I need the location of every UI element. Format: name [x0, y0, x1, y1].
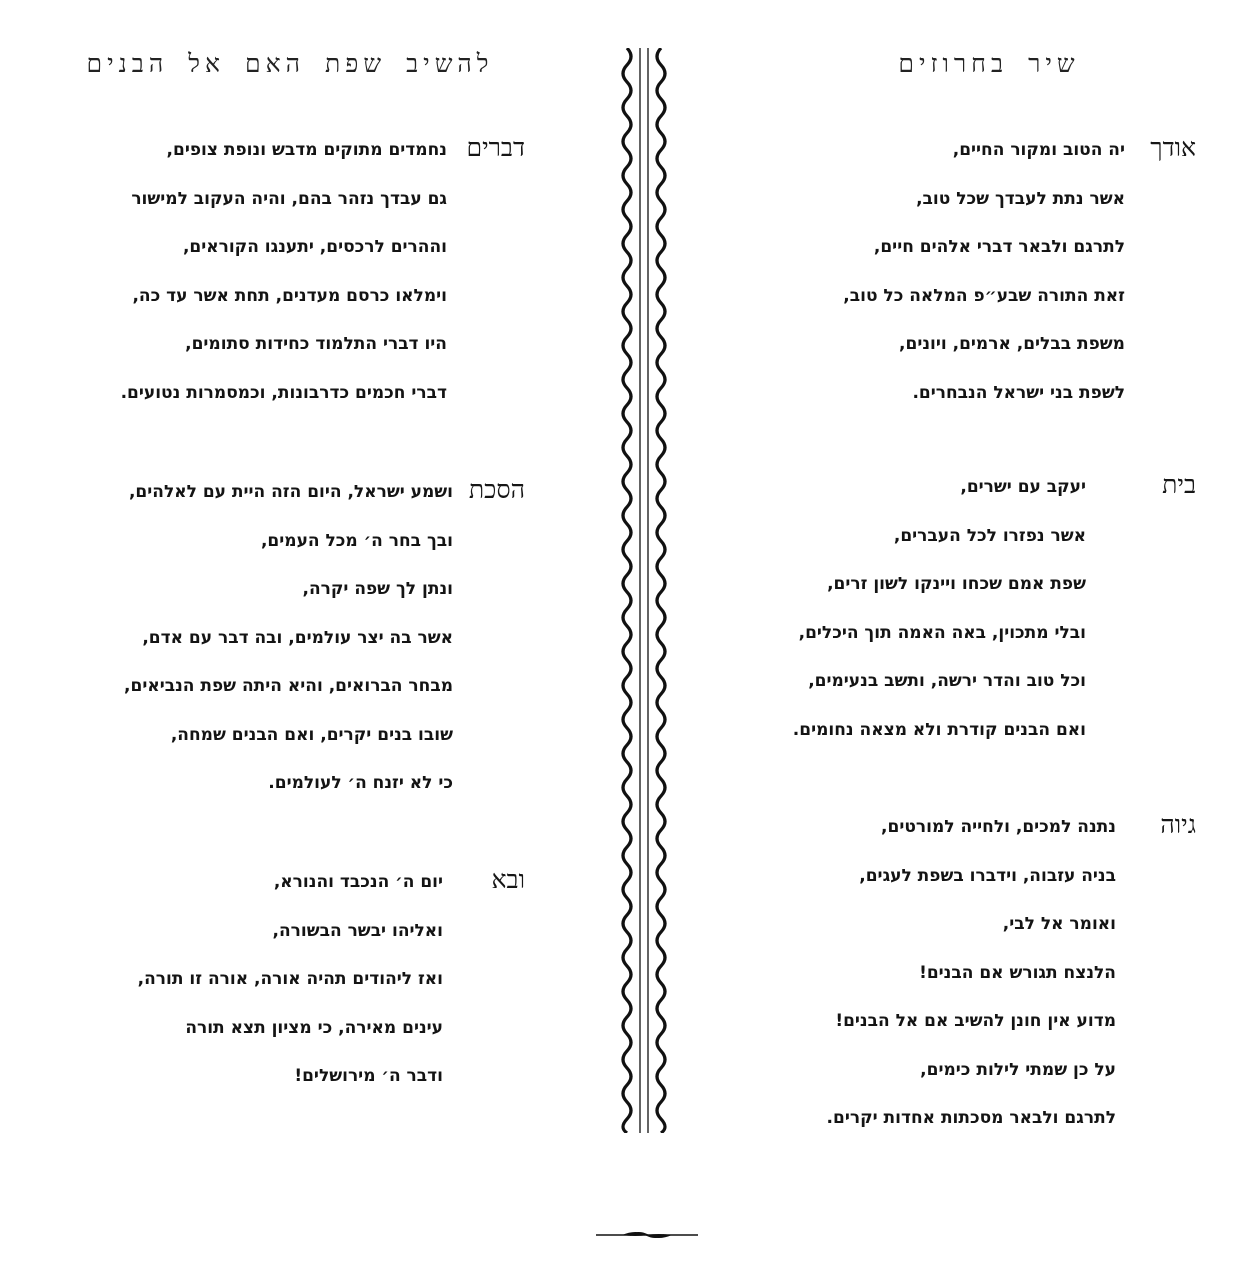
verse-line: דברי חכמים כדרבונות, וכמסמרות נטועים.	[120, 382, 447, 403]
wave-line-right	[657, 48, 665, 1133]
verse-line: נתנה למכים, ולחייה למורטים,	[881, 817, 1116, 837]
verse-line: ובלי מתכוין, באה האמה תוך היכלים,	[798, 622, 1086, 643]
verse-line: אשר נפזרו לכל העברים,	[893, 525, 1086, 546]
verse-line: מדוע אין חונן להשיב אם אל הבנים!	[835, 1011, 1116, 1031]
stanza-lines	[843, 135, 1125, 426]
stanza-initial-word: אודך	[1150, 133, 1196, 162]
stanza-initial-word: דברים	[466, 133, 525, 162]
stanza-lines	[121, 135, 447, 426]
verse-line: עינים מאירה, כי מציון תצא תורה	[185, 1017, 443, 1038]
verse-line: ואם הבנים קודרת ולא מצאה נחומים.	[792, 719, 1086, 740]
verse-line: לתרגם ולבאר מסכתות אחדות יקרים.	[826, 1108, 1116, 1128]
verse-line: וההרים לרכסים, יתענגו הקוראים,	[182, 237, 447, 257]
verse-line: ואז ליהודים תהיה אורה, אורה זו תורה,	[137, 969, 443, 989]
wave-line-left	[623, 48, 631, 1133]
verse-line: ובך בחר ה׳ מכל העמים,	[260, 530, 453, 551]
verse-line: מבחר הברואים, והיא היתה שפת הנביאים,	[124, 676, 453, 696]
verse-line: אשר בה יצר עולמים, ובה דבר עם אדם,	[142, 627, 453, 648]
verse-line: ואליהו יבשר הבשורה,	[272, 920, 443, 941]
verse-line: נחמדים מתוקים מדבש ונופת צופים,	[166, 140, 447, 160]
verse-line: אשר נתת לעבדך שכל טוב,	[916, 188, 1125, 209]
verse-line: היו דברי התלמוד כחידות סתומים,	[185, 334, 447, 354]
tailpiece-ornament-icon	[594, 1226, 700, 1244]
stanza-lines	[827, 812, 1116, 1152]
verse-line: הלנצח תגורש אם הבנים!	[919, 962, 1116, 983]
stanza-initial-word: בית	[1162, 470, 1196, 499]
stanza-lines	[138, 867, 443, 1110]
verse-line: גם עבדך נזהר בהם, והיה העקוב למישור	[131, 188, 447, 209]
verse-line: בניה עזבוה, וידברו בשפת לעגים,	[859, 865, 1116, 886]
verse-line: ודבר ה׳ מירושלים!	[294, 1066, 443, 1086]
verse-line: וימלאו כרסם מעדנים, תחת אשר עד כה,	[132, 285, 447, 306]
verse-line: לשפת בני ישראל הנבחרים.	[912, 382, 1125, 403]
left-column-title: להשיב שפת האם אל הבנים	[86, 49, 494, 78]
stanza-lines	[793, 472, 1086, 763]
stanza-initial-word: ובא	[491, 865, 525, 894]
right-column-title: שיר בחרוזים	[898, 49, 1080, 78]
verse-line: ושמע ישראל, היום הזה היית עם לאלהים,	[128, 482, 453, 502]
verse-line: ונתן לך שפה יקרה,	[302, 579, 453, 599]
verse-line: שובו בנים יקרים, ואם הבנים שמחה,	[170, 724, 453, 745]
verse-line: ואומר אל לבי,	[1002, 914, 1116, 934]
stanza-lines	[124, 477, 453, 817]
verse-line: יה הטוב ומקור החיים,	[952, 140, 1125, 160]
stanza-initial-word: הסכת	[468, 475, 525, 504]
wavy-column-rule-icon	[618, 48, 670, 1133]
verse-line: זאת התורה שבע״פ המלאה כל טוב,	[843, 285, 1125, 306]
verse-line: לתרגם ולבאר דברי אלהים חיים,	[873, 237, 1125, 257]
verse-line: וכל טוב והדר ירשה, ותשב בנעימים,	[808, 671, 1086, 691]
verse-line: משפת בבלים, ארמים, ויונים,	[899, 334, 1125, 354]
stanza-initial-word: גיוה	[1160, 810, 1196, 839]
verse-line: יום ה׳ הנכבד והנורא,	[273, 872, 443, 892]
verse-line: יעקב עם ישרים,	[960, 477, 1086, 497]
verse-line: שפת אמם שכחו ויינקו לשון זרים,	[827, 574, 1086, 594]
verse-line: כי לא יזנח ה׳ לעולמים.	[268, 773, 453, 793]
verse-line: על כן שמתי לילות כימים,	[920, 1059, 1116, 1080]
